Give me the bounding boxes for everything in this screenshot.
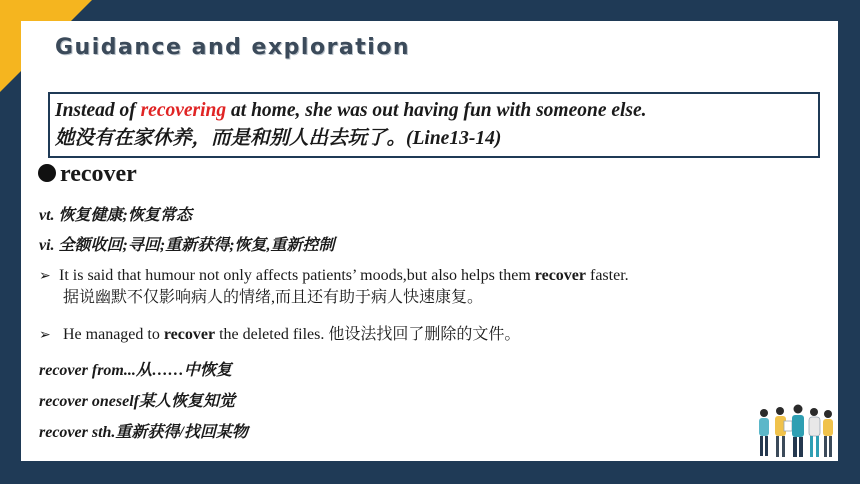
slide-title: Guidance and exploration [55,35,411,60]
phrase-1: recover from...从……中恢复 [39,362,232,379]
bullet-dot-icon [38,164,56,182]
sense-vi [39,232,335,255]
example-2 [39,324,520,346]
example-text-before: It is said that humour not only affects patients’ moods,but also helps them [59,267,535,284]
quote-text-before: Instead of [55,100,141,121]
quote-english [55,97,818,125]
sense-meaning: 恢复健康;恢复常态 [54,207,192,224]
headword-text: recover [60,161,137,187]
sense-pos: vt. [39,207,55,224]
example-text-after: faster. [586,267,629,284]
arrow-bullet-icon: ➢ [39,328,51,343]
quote-chinese: 她没有在家休养，而是和别人出去玩了。(Line13-14) [55,128,502,149]
example-1-chinese: 据说幽默不仅影响病人的情绪,而且还有助于病人快速康复。 [63,289,484,306]
sense-pos: vi. [39,237,55,254]
phrase-2: recover oneself某人恢复知觉 [39,393,235,410]
quote-highlight-word: recovering [140,100,227,121]
people-illustration-icon [754,401,836,459]
headword [38,161,137,188]
example-text-after: the deleted files. 他设法找回了删除的文件。 [215,326,521,343]
quote-text-after: at home, she was out having fun with someone else. [226,100,647,121]
phrase-3: recover sth.重新获得/找回某物 [39,424,248,441]
example-keyword: recover [163,326,216,343]
sense-vt [39,202,192,225]
example-keyword: recover [534,267,586,284]
example-1 [39,265,629,308]
example-1-english [39,265,629,287]
quote-box [48,92,820,158]
sense-meaning: 全额收回;寻回;重新获得;恢复,重新控制 [54,237,335,254]
slide-panel [21,21,838,461]
example-text-before: He managed to [59,326,164,343]
arrow-bullet-icon: ➢ [39,269,51,284]
